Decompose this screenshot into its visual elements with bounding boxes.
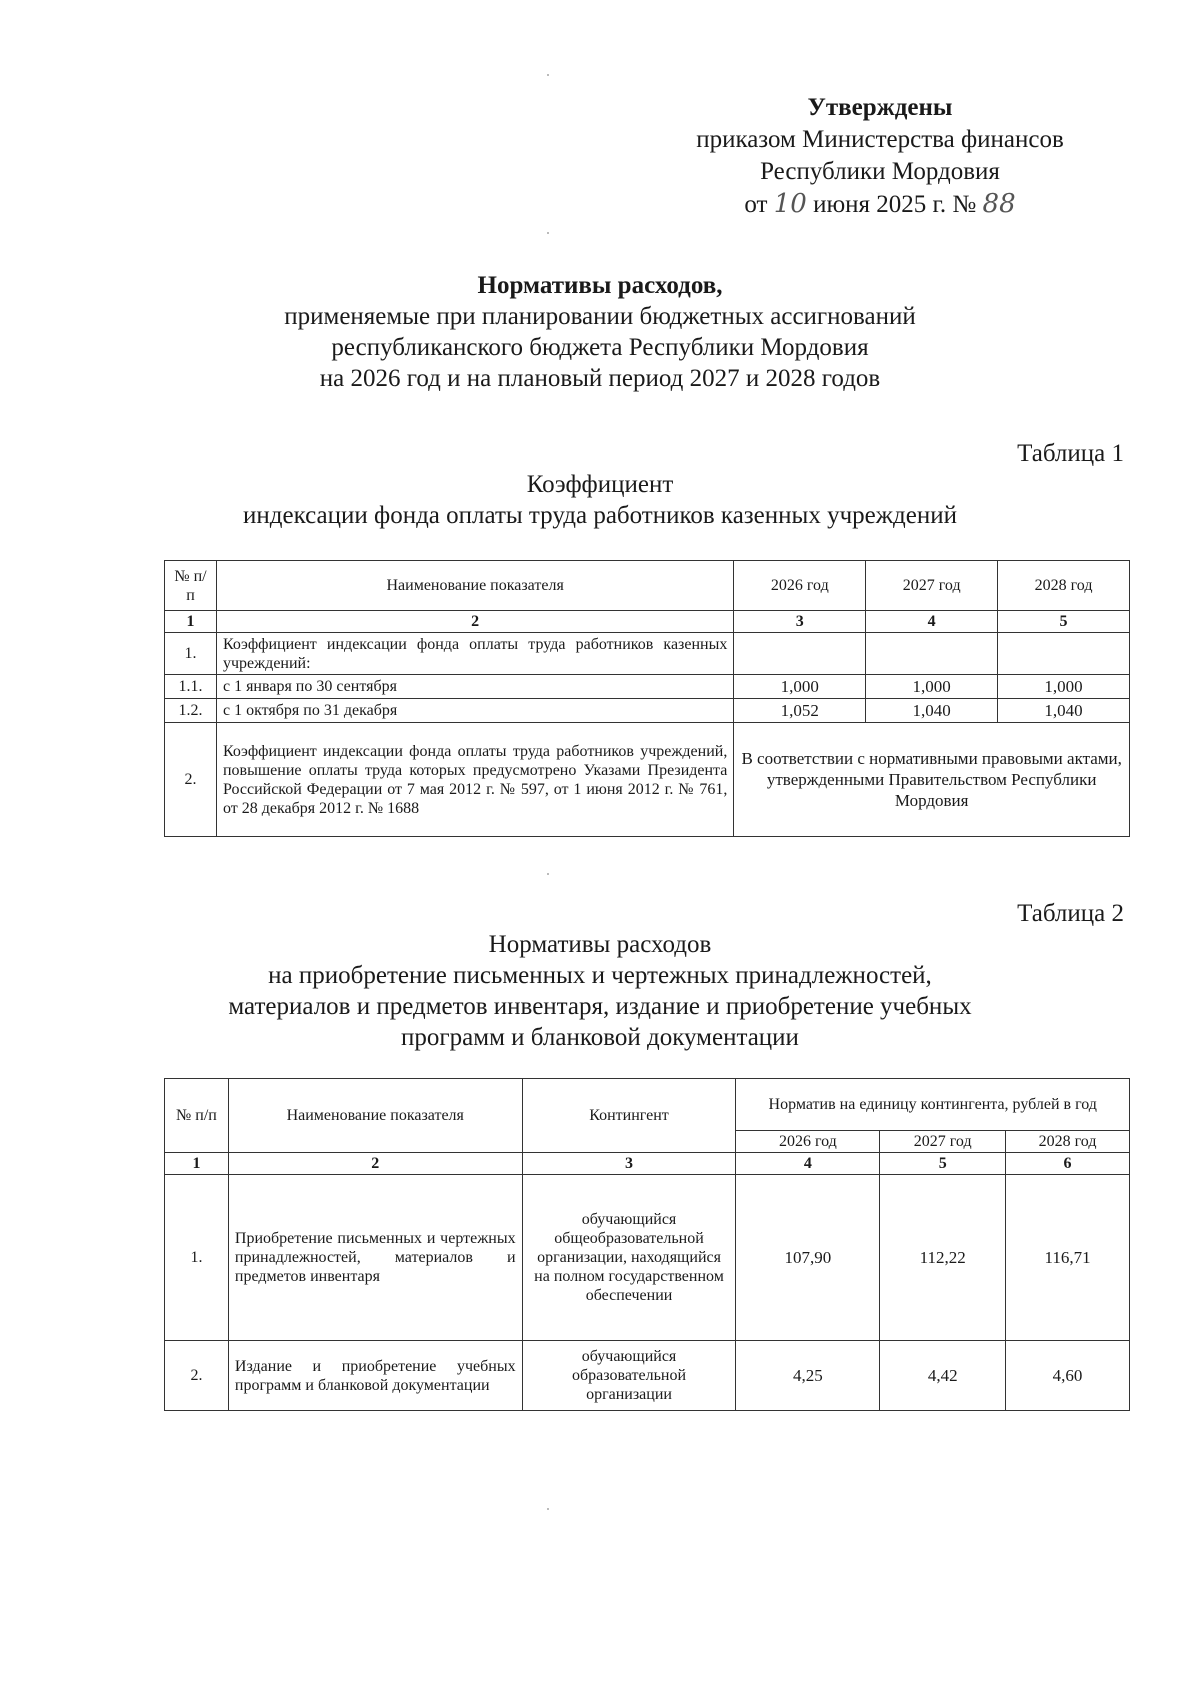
table1-header-2028: 2028 год [998,561,1130,611]
value-2028: 4,60 [1006,1341,1130,1411]
table2-colnum: 4 [736,1153,880,1175]
row-num: 1.1. [165,675,217,699]
table2-title [140,929,1060,1053]
table1-title-line-1: Коэффициент [526,471,674,498]
table2-colnum: 3 [522,1153,736,1175]
row-num: 1. [165,1175,229,1341]
table2 [164,1078,1130,1411]
table2-title-line-2: на приобретение письменных и чертежных принадлежностей, [268,962,932,989]
row-name: Коэффициент индексации фонда оплаты труда работников учреждений, повышение оплаты труда которых предусмотрено Указами Президента Российской Федерации от 7 мая 2012 г. № 597, от 1 июня 2012 г. № 761, от 28 декабря 2012 г. № 1688 [216,723,733,837]
table-row [165,1175,1130,1341]
table-row [165,1341,1130,1411]
value-2027: 112,22 [880,1175,1006,1341]
table1-header-2026: 2026 год [734,561,866,611]
table-row [165,633,1130,675]
table1-label: Таблица 1 [1017,440,1124,467]
value-2026: 1,052 [734,699,866,723]
row-num: 2. [165,1341,229,1411]
scan-speck [547,232,549,234]
row-num: 2. [165,723,217,837]
row-contingent: обучающийся общеобразовательной организации, находящийся на полном государственном обеспечении [522,1175,736,1341]
approval-line-2: Республики Мордовия [760,158,1000,185]
document-subtitle-3: на 2026 год и на плановый период 2027 и 2028 годов [319,365,881,392]
document-subtitle-1: применяемые при планировании бюджетных ассигнований [284,303,916,330]
value-2028: 1,040 [998,699,1130,723]
scan-speck [547,873,549,875]
value-2028: 116,71 [1006,1175,1130,1341]
document-subtitle-2: республиканского бюджета Республики Мордовия [331,334,869,361]
table2-colnum-row [165,1153,1130,1175]
table2-title-line-3: материалов и предметов инвентаря, издание и приобретение учебных [228,993,972,1020]
handwritten-day: 10 [773,189,807,219]
table1-header-name: Наименование показателя [216,561,733,611]
value-2026 [734,633,866,675]
approval-line-1: приказом Министерства финансов [696,126,1064,153]
table2-colnum: 6 [1006,1153,1130,1175]
row-name: Коэффициент индексации фонда оплаты труда работников казенных учреждений: [216,633,733,675]
row-contingent: обучающийся образовательной организации [522,1341,736,1411]
table2-header-2026: 2026 год [736,1131,880,1153]
approval-heading: Утверждены [807,94,953,121]
value-2028: 1,000 [998,675,1130,699]
row-name: Приобретение письменных и чертежных принадлежностей, материалов и предметов инвентаря [228,1175,522,1341]
table1-colnum: 1 [165,611,217,633]
table2-header-num: № п/п [165,1079,229,1153]
value-2027: 1,000 [866,675,998,699]
date-middle: июня 2025 г. № [813,191,977,218]
table1-colnum: 4 [866,611,998,633]
value-2027: 4,42 [880,1341,1006,1411]
table2-colnum: 1 [165,1153,229,1175]
document-title: Нормативы расходов, [477,272,723,299]
value-2026: 107,90 [736,1175,880,1341]
table2-header-row [165,1079,1130,1131]
value-2028 [998,633,1130,675]
table2-title-line-4: программ и бланковой документации [401,1024,799,1051]
row-name: с 1 октября по 31 декабря [216,699,733,723]
approval-block [640,92,1120,221]
table1-header-2027: 2027 год [866,561,998,611]
row-num: 1. [165,633,217,675]
table1-colnum: 5 [998,611,1130,633]
approval-date-line [640,188,1120,221]
table2-header-name: Наименование показателя [228,1079,522,1153]
table1-title [140,469,1060,531]
table1-header-row [165,561,1130,611]
table2-header-2028: 2028 год [1006,1131,1130,1153]
legal-acts-note: В соответствии с нормативными правовыми актами, утвержденными Правительством Республики Мордовия [734,723,1130,837]
table-row [165,675,1130,699]
table2-header-norm: Норматив на единицу контингента, рублей в год [736,1079,1130,1131]
document-title-block [200,270,1000,394]
table2-title-line-1: Нормативы расходов [488,931,712,958]
table2-colnum: 5 [880,1153,1006,1175]
value-2026: 1,000 [734,675,866,699]
scan-speck [547,74,549,76]
table-row [165,699,1130,723]
row-name: с 1 января по 30 сентября [216,675,733,699]
table1 [164,560,1130,837]
table1-title-line-2: индексации фонда оплаты труда работников казенных учреждений [243,502,957,529]
value-2027: 1,040 [866,699,998,723]
table1-colnum: 2 [216,611,733,633]
value-2026: 4,25 [736,1341,880,1411]
table1-colnum-row [165,611,1130,633]
table2-header-2027: 2027 год [880,1131,1006,1153]
table2-colnum: 2 [228,1153,522,1175]
table1-colnum: 3 [734,611,866,633]
date-prefix: от [744,191,768,218]
value-2027 [866,633,998,675]
table2-label: Таблица 2 [1017,900,1124,927]
table-row [165,723,1130,837]
scan-speck [547,1508,549,1510]
table1-header-num: № п/п [165,561,217,611]
table2-header-contingent: Контингент [522,1079,736,1153]
handwritten-number: 88 [982,189,1016,219]
row-num: 1.2. [165,699,217,723]
row-name: Издание и приобретение учебных программ и бланковой документации [228,1341,522,1411]
